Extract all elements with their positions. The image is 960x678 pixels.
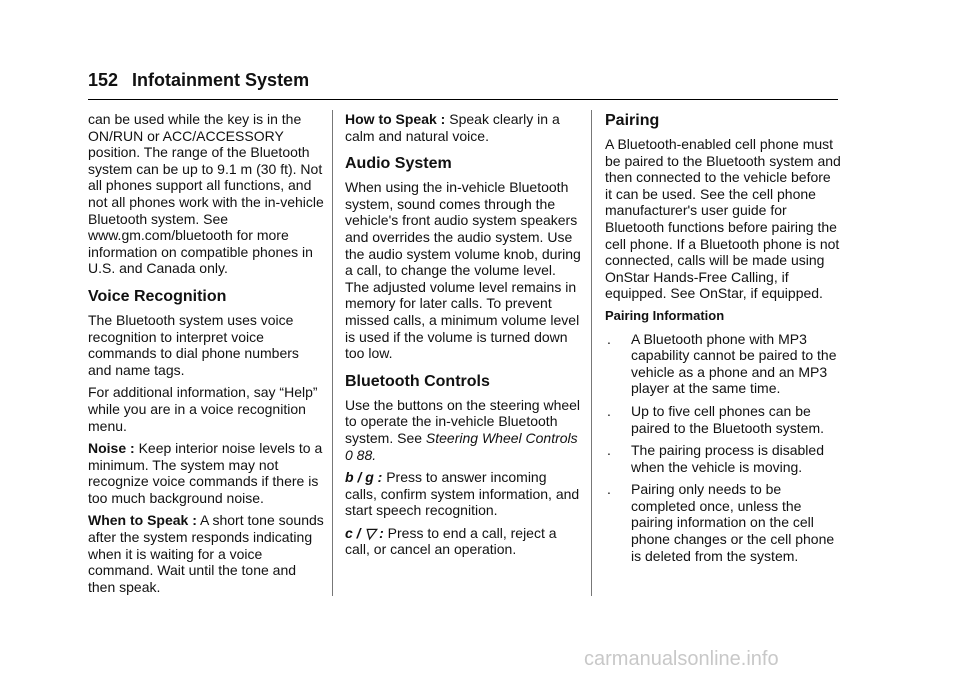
- end-call-icon: c / ▽ :: [345, 524, 384, 541]
- audio-system-heading: Audio System: [345, 155, 452, 173]
- how-text: Speak clearly in a calm and natural voice.: [345, 111, 560, 144]
- list-item: [605, 331, 841, 397]
- column-divider-2: [591, 110, 592, 596]
- list-item: [605, 481, 841, 564]
- page-reference: 0 88.: [345, 446, 377, 463]
- controls-text: Use the buttons on the steering wheel to operate the in-vehicle Bluetooth system. See: [345, 396, 581, 446]
- list-item: [605, 442, 841, 475]
- pairing-heading: Pairing: [605, 112, 660, 129]
- voice-recognition-heading: Voice Recognition: [88, 287, 227, 305]
- voice-paragraph-2: For additional information, say “Help” while you are in a voice recognition menu.: [88, 384, 318, 434]
- when-term: When to Speak :: [88, 512, 197, 529]
- section-title: Infotainment System: [132, 70, 310, 90]
- intro-paragraph: can be used while the key is in the ON/RUN or ACC/ACCESSORY position. The range of the Bluetooth system can be up to 9.1 m (30 ft). Not all phones support all functions, and not all phones work with the in-vehicle Bluetooth system. See www.gm.com/bluetooth for more information on compatible phones in U.S. and Canada only.: [88, 111, 324, 277]
- pairing-information-heading: Pairing Information: [605, 307, 725, 323]
- controls-paragraph: [345, 397, 581, 463]
- page-header: [88, 70, 838, 100]
- audio-paragraph: When using the in-vehicle Bluetooth system, sound comes through the vehicle's front audio system speakers and overrides the audio system. Use the audio system volume knob, during a call, to change the volume level. The adjusted volume level remains in memory for later calls. To prevent missed calls, a minimum volume level is used if the volume is turned down too low.: [345, 179, 581, 362]
- noise-paragraph: [88, 440, 324, 506]
- column-1: [88, 111, 324, 601]
- end-call-paragraph: [345, 525, 581, 558]
- bullet-marker: .: [607, 442, 611, 459]
- column-3: [605, 111, 841, 570]
- bullet-text: A Bluetooth phone with MP3 capability cannot be paired to the vehicle as a phone and an MP3 player at the same time.: [631, 330, 837, 397]
- answer-text: Press to answer incoming calls, confirm system information, and start speech recognition.: [345, 469, 580, 519]
- watermark: carmanualsonline.info: [584, 648, 779, 670]
- how-to-speak-paragraph: [345, 111, 581, 144]
- column-2: [345, 111, 581, 564]
- bullet-text: The pairing process is disabled when the vehicle is moving.: [631, 442, 824, 475]
- when-text: A short tone sounds after the system responds indicating when it is waiting for a voice command. Wait until the tone and then speak.: [88, 512, 324, 595]
- noise-term: Noise :: [88, 440, 135, 457]
- header-rule: [88, 99, 838, 100]
- noise-text: Keep interior noise levels to a minimum. The system may not recognize voice commands if there is too much background noise.: [88, 440, 323, 506]
- bullet-text: Pairing only needs to be completed once, unless the pairing information on the cell phone changes or the cell phone is deleted from the system.: [631, 481, 835, 564]
- bullet-marker: .: [607, 330, 611, 347]
- pairing-paragraph: A Bluetooth-enabled cell phone must be paired to the Bluetooth system and then connected to the vehicle before it can be used. See the cell phone manufacturer's user guide for Bluetooth functions before pairing the cell phone. If a Bluetooth phone is not connected, calls will be made using OnStar Hands-Free Calling, if equipped. See OnStar, if equipped.: [605, 136, 841, 302]
- voice-paragraph-1: The Bluetooth system uses voice recognition to interpret voice commands to dial phone numbers and name tags.: [88, 311, 299, 378]
- bullet-marker: .: [607, 481, 611, 498]
- end-text: Press to end a call, reject a call, or cancel an operation.: [345, 524, 557, 558]
- bluetooth-controls-heading: Bluetooth Controls: [345, 372, 490, 390]
- steering-wheel-controls-link[interactable]: Steering Wheel Controls: [425, 429, 578, 446]
- when-to-speak-paragraph: [88, 512, 324, 595]
- answer-call-paragraph: [345, 469, 581, 519]
- column-divider-1: [332, 110, 333, 596]
- page-number: 152: [88, 70, 119, 90]
- pairing-bullet-list: [605, 331, 841, 565]
- bullet-text: Up to five cell phones can be paired to the Bluetooth system.: [631, 402, 824, 436]
- bullet-marker: .: [607, 402, 611, 419]
- how-term: How to Speak :: [345, 111, 446, 127]
- list-item: [605, 403, 841, 436]
- answer-call-icon: b / g :: [345, 469, 383, 486]
